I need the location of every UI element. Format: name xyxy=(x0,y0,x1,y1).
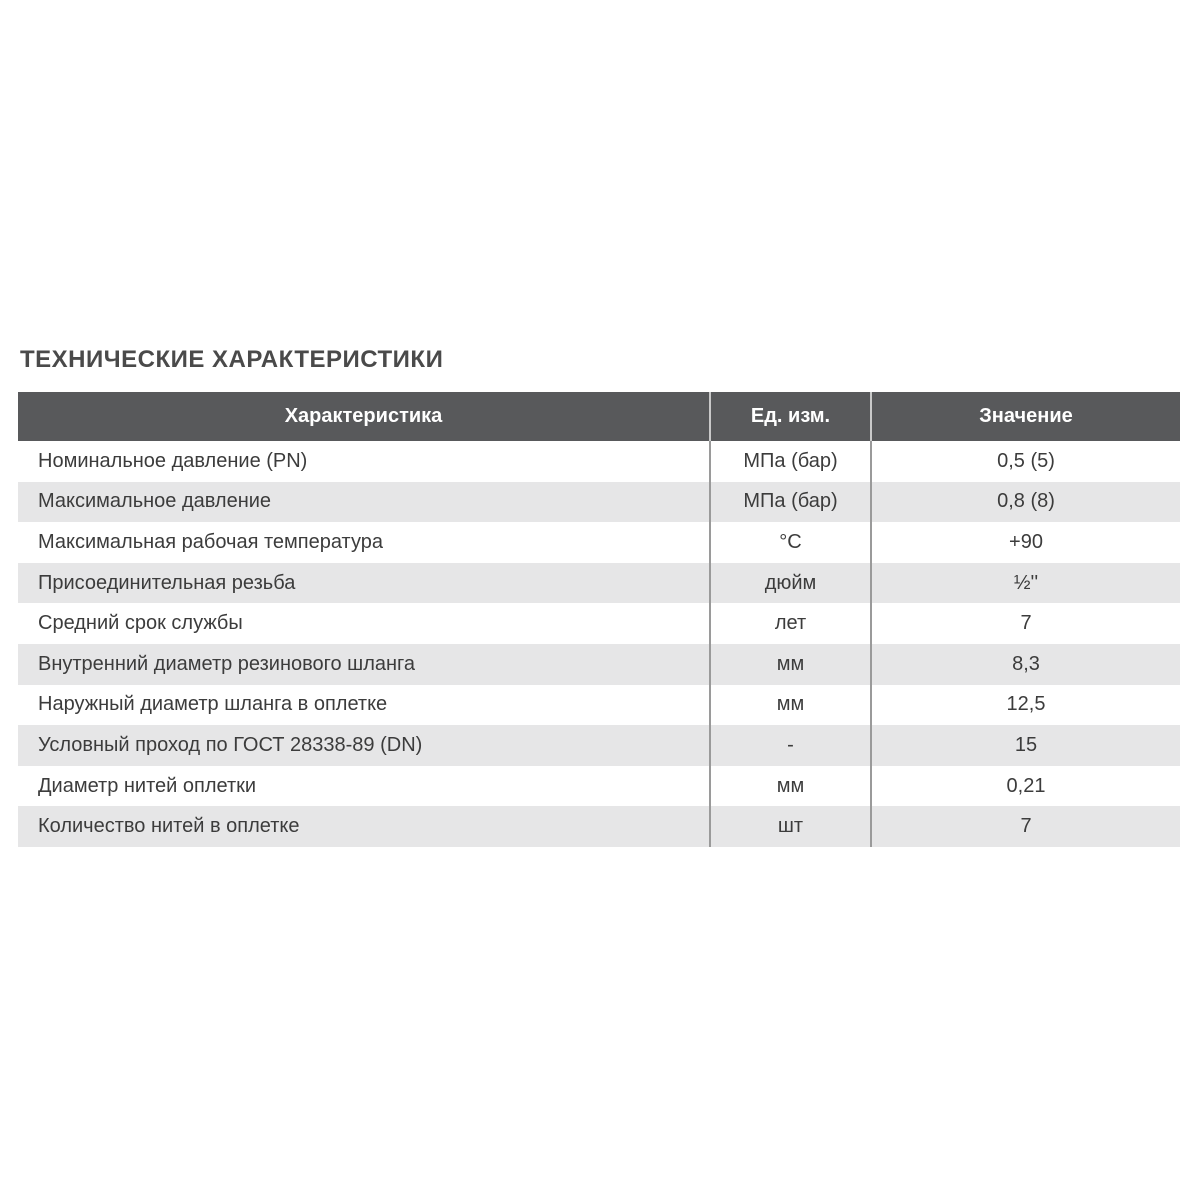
cell-characteristic: Присоединительная резьба xyxy=(18,563,710,604)
header-characteristic: Характеристика xyxy=(18,392,710,441)
cell-characteristic: Условный проход по ГОСТ 28338-89 (DN) xyxy=(18,725,710,766)
table-header-row xyxy=(18,392,1180,441)
cell-value: 8,3 xyxy=(871,644,1180,685)
cell-unit: шт xyxy=(710,806,871,847)
cell-value: 0,5 (5) xyxy=(871,441,1180,482)
cell-characteristic: Максимальная рабочая температура xyxy=(18,522,710,563)
header-value: Значение xyxy=(871,392,1180,441)
table-row xyxy=(18,482,1180,523)
cell-value: 0,21 xyxy=(871,766,1180,807)
cell-characteristic: Максимальное давление xyxy=(18,482,710,523)
cell-unit: дюйм xyxy=(710,563,871,604)
cell-value: 7 xyxy=(871,603,1180,644)
table-row xyxy=(18,563,1180,604)
cell-value: 0,8 (8) xyxy=(871,482,1180,523)
cell-characteristic: Средний срок службы xyxy=(18,603,710,644)
cell-unit: мм xyxy=(710,644,871,685)
cell-unit: - xyxy=(710,725,871,766)
table-row xyxy=(18,441,1180,482)
section-title: ТЕХНИЧЕСКИЕ ХАРАКТЕРИСТИКИ xyxy=(20,346,444,373)
cell-characteristic: Внутренний диаметр резинового шланга xyxy=(18,644,710,685)
cell-value: 12,5 xyxy=(871,685,1180,726)
table-row xyxy=(18,766,1180,807)
table-row xyxy=(18,644,1180,685)
cell-value: 7 xyxy=(871,806,1180,847)
cell-unit: мм xyxy=(710,766,871,807)
cell-characteristic: Наружный диаметр шланга в оплетке xyxy=(18,685,710,726)
cell-value: +90 xyxy=(871,522,1180,563)
spec-table xyxy=(18,392,1180,847)
cell-unit: МПа (бар) xyxy=(710,482,871,523)
table-row xyxy=(18,806,1180,847)
cell-value: ½'' xyxy=(871,563,1180,604)
cell-unit: мм xyxy=(710,685,871,726)
spec-table-wrapper xyxy=(18,392,1180,847)
cell-value: 15 xyxy=(871,725,1180,766)
cell-unit: МПа (бар) xyxy=(710,441,871,482)
cell-characteristic: Количество нитей в оплетке xyxy=(18,806,710,847)
table-row xyxy=(18,603,1180,644)
table-row xyxy=(18,522,1180,563)
cell-characteristic: Номинальное давление (PN) xyxy=(18,441,710,482)
table-row xyxy=(18,725,1180,766)
cell-unit: лет xyxy=(710,603,871,644)
cell-characteristic: Диаметр нитей оплетки xyxy=(18,766,710,807)
cell-unit: °C xyxy=(710,522,871,563)
header-unit: Ед. изм. xyxy=(710,392,871,441)
table-row xyxy=(18,685,1180,726)
